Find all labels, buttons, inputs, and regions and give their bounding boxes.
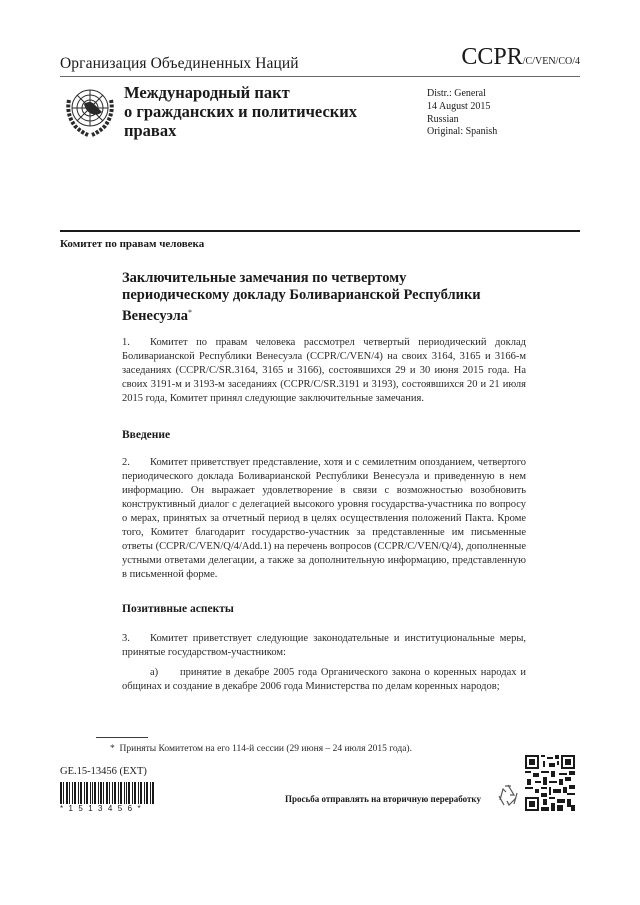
title-line: периодическому докладу Боливарианской Республики	[122, 287, 481, 303]
paragraph-2	[122, 456, 526, 582]
heading-positive-aspects: Позитивные аспекты	[122, 603, 234, 615]
title-line: Венесуэла*	[122, 308, 192, 324]
paragraph-text: Комитет приветствует представление, хотя и с семилетним опозданием, четвертого периодического доклада Боливарианской Республики Венесуэла и приведенную в нем информацию. Он выражает удовлетворение в связи с возможностью возобновить конструктивный диалог с делегацией высокого уровня государства-участника по вопросу о мерах, принятых за отчетный период в целях осуществления положений Пакта. Кроме того, Комитет благодарит государство-участник за представленные им письменные ответы (CCPR/C/VEN/Q/4/Add.1) на перечень вопросов (CCPR/C/VEN/Q/4), дополненные устными ответами делегации, а также за дополнительную информацию, представленную в письменной форме.	[122, 457, 526, 580]
document-symbol	[461, 44, 580, 71]
recycle-icon	[495, 782, 521, 808]
paragraph-text: Комитет по правам человека рассмотрел четвертый периодический доклад Боливарианской Республики Венесуэла (CCPR/C/VEN/4) на своих 3164, 3165 и 3166-м заседаниях (CCPR/C/SR.3164, 3165 и 3166), состоявшихся 29 и 30 июня 2015 года. На своих 3191-м и 3193-м заседаниях (CCPR/C/SR.3191 и 3193), состоявшихся 20 и 21 июля 2015 года, Комитет принял следующие заключительные замечания.	[122, 337, 526, 404]
covenant-title-line: Международный пакт	[124, 83, 290, 102]
covenant-title	[124, 83, 404, 140]
un-emblem-icon	[62, 82, 118, 142]
paragraph-1	[122, 336, 526, 406]
committee-name: Комитет по правам человека	[60, 238, 205, 250]
recycle-notice: Просьба отправлять на вторичную переработку	[285, 794, 481, 804]
sub-item-label: a)	[150, 667, 159, 678]
original-language: Original: Spanish	[427, 126, 498, 138]
covenant-title-line: правах	[124, 121, 177, 140]
distribution-block	[427, 88, 497, 139]
footnote-marker: *	[187, 308, 192, 317]
heading-introduction: Введение	[122, 429, 171, 441]
covenant-title-line: о гражданских и политических	[124, 102, 358, 121]
paragraph-text: Комитет приветствует следующие законодательные и институциональные меры, принятые государством-участником:	[122, 633, 526, 658]
paragraph-3	[122, 632, 526, 660]
footnote	[110, 744, 412, 754]
sub-item-text: принятие в декабре 2005 года Органического закона о коренных народах и общинах и создание в декабре 2006 года Министерства по делам коренных народов;	[122, 667, 526, 692]
header-rule	[60, 76, 580, 77]
paragraph-number: 1.	[122, 337, 130, 348]
barcode-icon	[60, 782, 156, 804]
section-rule	[60, 230, 580, 232]
paragraph-number: 3.	[122, 633, 130, 644]
title-line: Заключительные замечания по четвертому	[122, 270, 407, 286]
issue-date: 14 August 2015	[427, 100, 491, 112]
sub-item-a	[122, 666, 526, 694]
barcode-number: *1513456*	[60, 804, 146, 813]
footnote-marker: *	[110, 744, 115, 754]
symbol-suffix: /C/VEN/CO/4	[522, 56, 580, 67]
qr-code-icon	[525, 755, 575, 811]
organization-name: Организация Объединенных Наций	[60, 55, 299, 72]
language: Russian	[427, 113, 459, 125]
document-title	[122, 270, 542, 325]
distribution: Distr.: General	[427, 88, 486, 99]
symbol-main: CCPR	[461, 44, 523, 70]
footnote-rule	[96, 737, 148, 738]
job-number: GE.15-13456 (EXT)	[60, 766, 147, 777]
paragraph-number: 2.	[122, 457, 130, 468]
footnote-text: Приняты Комитетом на его 114-й сессии (29 июня – 24 июля 2015 года).	[119, 744, 412, 754]
